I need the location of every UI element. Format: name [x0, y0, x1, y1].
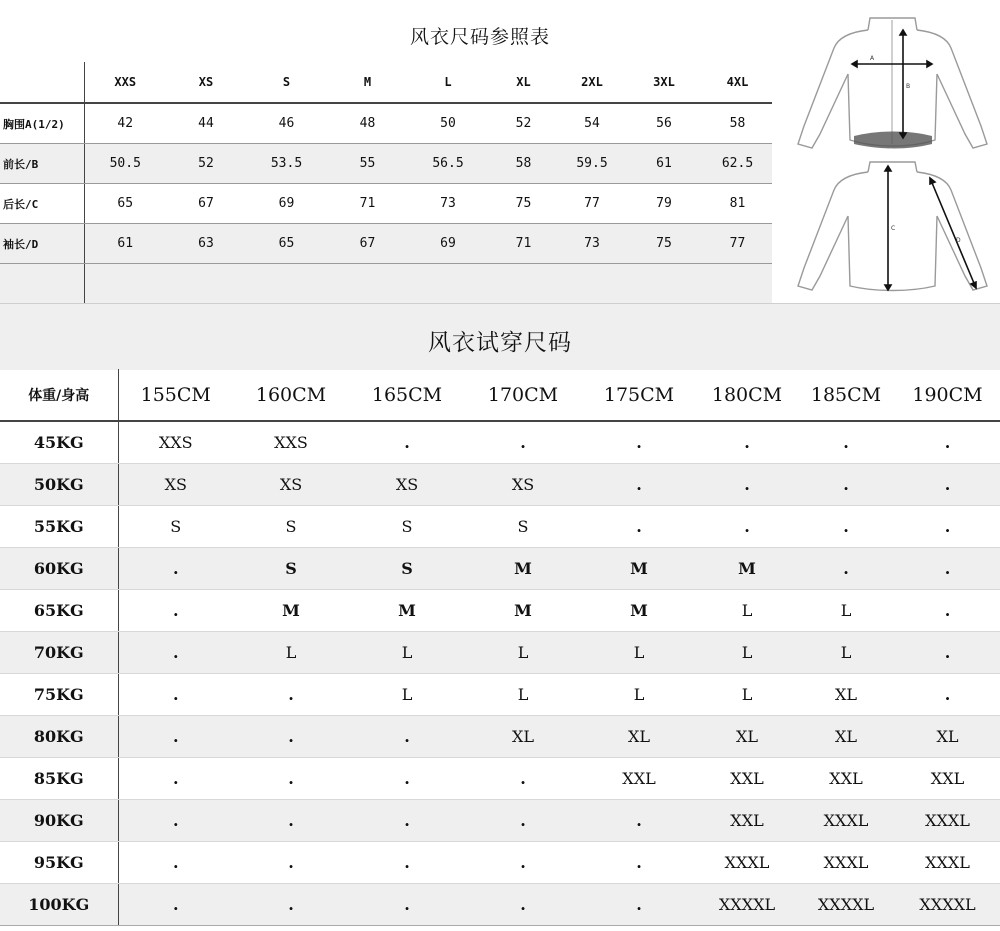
- recommended-size-cell: .: [349, 842, 465, 884]
- jacket-back-diagram: [790, 158, 995, 300]
- measurement-value: 54: [559, 103, 625, 144]
- weight-row: [0, 464, 1000, 506]
- recommended-size-cell: XXL: [581, 758, 697, 800]
- recommended-size-cell: L: [465, 674, 581, 716]
- recommended-size-cell: .: [895, 674, 1000, 716]
- recommended-size-cell: L: [233, 632, 349, 674]
- weight-row: [0, 884, 1000, 926]
- height-header: 170CM: [465, 369, 581, 421]
- weight-label: 95KG: [0, 842, 118, 884]
- height-header-row: [0, 369, 1000, 421]
- weight-label: 100KG: [0, 884, 118, 926]
- weight-label: 70KG: [0, 632, 118, 674]
- measurement-value: 48: [327, 103, 408, 144]
- dimension-b-label: B: [906, 83, 911, 90]
- measurement-row: [0, 184, 772, 224]
- weight-row: [0, 716, 1000, 758]
- recommended-size-cell: .: [349, 800, 465, 842]
- measurement-value: 77: [703, 224, 772, 264]
- recommended-size-cell: XS: [349, 464, 465, 506]
- recommended-size-cell: S: [349, 506, 465, 548]
- measurement-value: 53.5: [246, 144, 327, 184]
- measurement-value: 52: [488, 103, 559, 144]
- recommended-size-cell: .: [581, 506, 697, 548]
- measurement-value: 61: [625, 144, 703, 184]
- recommended-size-cell: XL: [581, 716, 697, 758]
- size-header-l: L: [408, 62, 488, 103]
- recommended-size-cell: L: [697, 674, 797, 716]
- recommended-size-cell: M: [349, 590, 465, 632]
- recommended-size-cell: XXL: [895, 758, 1000, 800]
- recommended-size-cell: M: [465, 548, 581, 590]
- recommended-size-cell: .: [797, 421, 895, 464]
- recommended-size-cell: .: [581, 884, 697, 926]
- recommended-size-cell: L: [349, 674, 465, 716]
- corner-cell: [0, 62, 84, 103]
- recommended-size-cell: .: [465, 884, 581, 926]
- recommended-size-cell: .: [895, 632, 1000, 674]
- measurement-value: 61: [84, 224, 166, 264]
- height-header: 160CM: [233, 369, 349, 421]
- jacket-front-diagram: [790, 8, 995, 158]
- measurement-value: 55: [327, 144, 408, 184]
- recommended-size-cell: .: [349, 716, 465, 758]
- recommended-size-cell: M: [581, 548, 697, 590]
- measurement-value: 81: [703, 184, 772, 224]
- recommended-size-cell: .: [233, 758, 349, 800]
- recommended-size-cell: .: [581, 800, 697, 842]
- recommended-size-cell: XXXL: [895, 800, 1000, 842]
- measurement-value: 62.5: [703, 144, 772, 184]
- weight-row: [0, 674, 1000, 716]
- recommended-size-cell: XXL: [797, 758, 895, 800]
- size-header-xl: XL: [488, 62, 559, 103]
- recommended-size-cell: .: [465, 842, 581, 884]
- recommended-size-cell: XL: [797, 716, 895, 758]
- measurement-value: 73: [408, 184, 488, 224]
- recommended-size-cell: XXL: [697, 758, 797, 800]
- recommended-size-cell: .: [118, 884, 233, 926]
- recommended-size-cell: L: [465, 632, 581, 674]
- size-header-xs: XS: [166, 62, 246, 103]
- measurement-value: 69: [246, 184, 327, 224]
- measurement-value: 59.5: [559, 144, 625, 184]
- size-header-3xl: 3XL: [625, 62, 703, 103]
- measurement-value: 58: [703, 103, 772, 144]
- recommended-size-cell: .: [118, 800, 233, 842]
- recommended-size-cell: S: [349, 548, 465, 590]
- recommended-size-cell: XXXL: [697, 842, 797, 884]
- recommended-size-cell: .: [895, 506, 1000, 548]
- measurement-row: [0, 103, 772, 144]
- recommended-size-cell: .: [349, 421, 465, 464]
- weight-row: [0, 506, 1000, 548]
- recommended-size-cell: XL: [797, 674, 895, 716]
- recommended-size-cell: .: [233, 884, 349, 926]
- recommended-size-cell: .: [465, 758, 581, 800]
- measurement-value: 42: [84, 103, 166, 144]
- recommended-size-cell: .: [581, 842, 697, 884]
- recommended-size-cell: XXXL: [797, 800, 895, 842]
- recommended-size-cell: .: [118, 758, 233, 800]
- measurement-value: 71: [488, 224, 559, 264]
- dimension-a-label: A: [870, 55, 875, 62]
- recommended-size-cell: .: [697, 506, 797, 548]
- measurement-row: [0, 144, 772, 184]
- weight-row: [0, 590, 1000, 632]
- measurement-label: 后长/C: [0, 184, 84, 224]
- weight-label: 45KG: [0, 421, 118, 464]
- recommended-size-cell: XXS: [233, 421, 349, 464]
- measurement-value: 65: [246, 224, 327, 264]
- size-header-2xl: 2XL: [559, 62, 625, 103]
- dimension-c-label: C: [891, 225, 896, 232]
- height-header: 165CM: [349, 369, 465, 421]
- recommended-size-cell: .: [233, 674, 349, 716]
- weight-height-corner: 体重/身高: [0, 369, 118, 421]
- recommended-size-cell: S: [118, 506, 233, 548]
- recommended-size-cell: M: [465, 590, 581, 632]
- recommended-size-cell: XXL: [697, 800, 797, 842]
- dimension-d-label: D: [956, 237, 961, 244]
- recommended-size-cell: .: [465, 421, 581, 464]
- recommended-size-cell: L: [797, 590, 895, 632]
- height-header: 180CM: [697, 369, 797, 421]
- measurement-value: 75: [488, 184, 559, 224]
- recommended-size-cell: XXS: [118, 421, 233, 464]
- recommended-size-cell: XL: [465, 716, 581, 758]
- size-chart-title: 风衣尺码参照表: [409, 26, 550, 48]
- measurement-value: 56: [625, 103, 703, 144]
- measurement-value: 56.5: [408, 144, 488, 184]
- recommended-size-cell: .: [895, 590, 1000, 632]
- recommended-size-cell: .: [797, 506, 895, 548]
- measurement-value: 77: [559, 184, 625, 224]
- recommended-size-cell: .: [581, 421, 697, 464]
- fitting-chart-title: 风衣试穿尺码: [428, 330, 572, 356]
- height-header: 190CM: [895, 369, 1000, 421]
- weight-row: [0, 548, 1000, 590]
- recommended-size-cell: .: [465, 800, 581, 842]
- fitting-title-band: [0, 303, 1000, 370]
- recommended-size-cell: .: [895, 421, 1000, 464]
- recommended-size-cell: XS: [465, 464, 581, 506]
- size-header-s: S: [246, 62, 327, 103]
- recommended-size-cell: XS: [118, 464, 233, 506]
- measurement-value: 69: [408, 224, 488, 264]
- recommended-size-cell: XXXXL: [797, 884, 895, 926]
- recommended-size-cell: L: [581, 632, 697, 674]
- measurement-label: 胸围A(1/2): [0, 103, 84, 144]
- weight-label: 55KG: [0, 506, 118, 548]
- measurement-value: 46: [246, 103, 327, 144]
- recommended-size-cell: XXXL: [895, 842, 1000, 884]
- recommended-size-cell: .: [233, 716, 349, 758]
- recommended-size-cell: M: [697, 548, 797, 590]
- empty-cell: [84, 264, 772, 304]
- measurement-label: 前长/B: [0, 144, 84, 184]
- weight-label: 50KG: [0, 464, 118, 506]
- weight-label: 60KG: [0, 548, 118, 590]
- recommended-size-cell: .: [349, 758, 465, 800]
- recommended-size-cell: .: [118, 716, 233, 758]
- recommended-size-cell: XL: [895, 716, 1000, 758]
- weight-row: [0, 632, 1000, 674]
- weight-row: [0, 758, 1000, 800]
- measurement-value: 65: [84, 184, 166, 224]
- measurement-value: 58: [488, 144, 559, 184]
- recommended-size-cell: .: [118, 590, 233, 632]
- height-header: 175CM: [581, 369, 697, 421]
- recommended-size-cell: L: [697, 590, 797, 632]
- size-header-row: [0, 62, 772, 103]
- recommended-size-cell: .: [797, 464, 895, 506]
- recommended-size-cell: .: [118, 632, 233, 674]
- recommended-size-cell: .: [895, 464, 1000, 506]
- recommended-size-cell: L: [581, 674, 697, 716]
- height-header: 155CM: [118, 369, 233, 421]
- weight-label: 85KG: [0, 758, 118, 800]
- recommended-size-cell: .: [118, 842, 233, 884]
- size-header-m: M: [327, 62, 408, 103]
- size-header-xxs: XXS: [84, 62, 166, 103]
- recommended-size-cell: .: [697, 464, 797, 506]
- recommended-size-cell: S: [233, 506, 349, 548]
- recommended-size-cell: .: [118, 548, 233, 590]
- recommended-size-cell: .: [118, 674, 233, 716]
- weight-row: [0, 800, 1000, 842]
- recommended-size-cell: XL: [697, 716, 797, 758]
- recommended-size-cell: XS: [233, 464, 349, 506]
- recommended-size-cell: .: [581, 464, 697, 506]
- measurement-row: [0, 224, 772, 264]
- recommended-size-cell: M: [581, 590, 697, 632]
- recommended-size-cell: XXXXL: [895, 884, 1000, 926]
- recommended-size-cell: S: [465, 506, 581, 548]
- weight-row: [0, 842, 1000, 884]
- height-header: 185CM: [797, 369, 895, 421]
- weight-label: 80KG: [0, 716, 118, 758]
- measurement-value: 73: [559, 224, 625, 264]
- weight-label: 90KG: [0, 800, 118, 842]
- measurement-value: 63: [166, 224, 246, 264]
- measurement-value: 67: [327, 224, 408, 264]
- measurement-value: 50.5: [84, 144, 166, 184]
- measurement-value: 67: [166, 184, 246, 224]
- weight-label: 75KG: [0, 674, 118, 716]
- recommended-size-cell: M: [233, 590, 349, 632]
- size-reference-table: [0, 62, 772, 304]
- recommended-size-cell: .: [349, 884, 465, 926]
- empty-row: [0, 264, 772, 304]
- recommended-size-cell: XXXXL: [697, 884, 797, 926]
- weight-label: 65KG: [0, 590, 118, 632]
- measurement-value: 75: [625, 224, 703, 264]
- weight-row: [0, 421, 1000, 464]
- measurement-value: 71: [327, 184, 408, 224]
- recommended-size-cell: S: [233, 548, 349, 590]
- measurement-label: 袖长/D: [0, 224, 84, 264]
- recommended-size-cell: .: [797, 548, 895, 590]
- measurement-value: 52: [166, 144, 246, 184]
- recommended-size-cell: .: [697, 421, 797, 464]
- measurement-value: 79: [625, 184, 703, 224]
- recommended-size-cell: .: [895, 548, 1000, 590]
- size-header-4xl: 4XL: [703, 62, 772, 103]
- recommended-size-cell: XXXL: [797, 842, 895, 884]
- fitting-table: [0, 369, 1000, 926]
- recommended-size-cell: .: [233, 842, 349, 884]
- measurement-value: 50: [408, 103, 488, 144]
- recommended-size-cell: L: [697, 632, 797, 674]
- recommended-size-cell: L: [797, 632, 895, 674]
- recommended-size-cell: .: [233, 800, 349, 842]
- recommended-size-cell: L: [349, 632, 465, 674]
- measurement-value: 44: [166, 103, 246, 144]
- empty-label-cell: [0, 264, 84, 304]
